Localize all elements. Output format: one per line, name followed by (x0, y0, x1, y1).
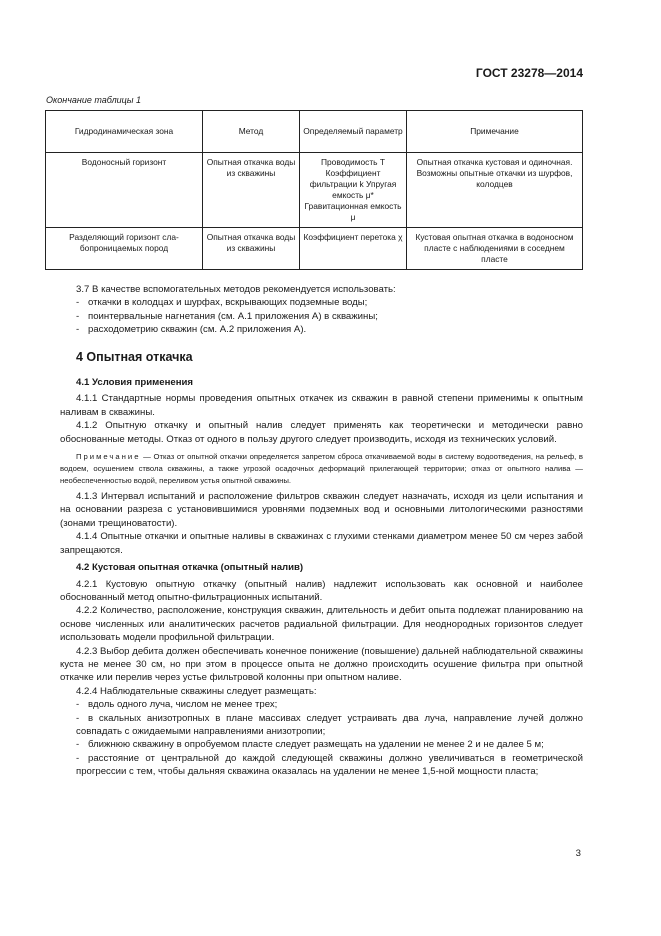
paragraph-4-1-2: 4.1.2 Опытную откачку и опытный налив следует применять как теоретически и методически равно обоснованные методы. Отказ от одного в пользу другого следует производить, исходя из технических условий. (60, 420, 583, 445)
table-row (46, 153, 583, 228)
paragraph-4-2-1: 4.2.1 Кустовую опытную откачку (опытный налив) надлежит использовать как основной и наиболее обоснованный метод опытно-фильтрационных испытаний. (60, 578, 583, 603)
list-item: - расходометрию скважин (см. А.2 приложения А). (76, 324, 307, 336)
list-item: - ближнюю скважину в опробуемом пласте следует размещать на удалении не менее 2 и не далее 5 м; (76, 739, 544, 751)
note-label: Примечание (76, 452, 141, 462)
table-caption: Окончание таблицы 1 (46, 95, 141, 105)
cell-zone: Водоносный горизонт (46, 153, 203, 228)
page-number: 3 (575, 848, 581, 859)
list-item: - откачки в колодцах и шурфах, вскрывающих подземные воды; (76, 297, 368, 309)
document-body (60, 283, 583, 779)
paragraph-3-7: 3.7 В качестве вспомогательных методов рекомендуется использовать: (76, 284, 396, 295)
standard-designation: ГОСТ 23278—2014 (475, 66, 583, 80)
subsection-heading-4-1: 4.1 Условия применения (76, 377, 193, 389)
cell-method: Опытная откачка воды из скважины (203, 228, 300, 270)
header-method: Метод (203, 111, 300, 153)
paragraph-4-1-4: 4.1.4 Опытные откачки и опытные наливы в скважинах с глухими стенками диаметром менее 50 см через забой запрещаются. (60, 531, 583, 556)
list-item: - поинтервальные нагнетания (см. А.1 приложения А) в скважины; (76, 310, 378, 322)
subsection-heading-4-2: 4.2 Кустовая опытная откачка (опытный налив) (76, 562, 304, 574)
table-row (46, 228, 583, 270)
header-zone: Гидродинамическая зона (46, 111, 203, 153)
paragraph-4-2-2: 4.2.2 Количество, расположение, конструкция скважин, длительность и дебит опыта подлежат планированию на основе численных или аналитических расчетов радиальной фильтрации. Для неоднородных горизонтов следует использовать модели профильной фильтрации. (60, 605, 583, 644)
cell-note: Опытная откачка кустовая и одиночная. Возможны опытные откачки из шурфов, колодцев (407, 153, 583, 228)
paragraph-4-1-3: 4.1.3 Интервал испытаний и расположение фильтров скважин следует назначать, исходя из цели испытания и на основании разреза с установившимися уровнями подземных вод и основными литологическими разностями (зонами трещиноватости). (60, 491, 583, 529)
cell-method: Опытная откачка воды из скважины (203, 153, 300, 228)
header-parameter: Определяемый параметр (300, 111, 407, 153)
paragraph-4-2-4: 4.2.4 Наблюдательные скважины следует размещать: (76, 685, 317, 697)
list-item: - вдоль одного луча, числом не менее трех; (76, 699, 278, 711)
cell-parameter: Проводимость T Коэффициент фильтрации k Упругая емкость μ* Гравитационная емкость μ (300, 153, 407, 228)
table-header-row (46, 111, 583, 153)
header-note: Примечание (407, 111, 583, 153)
cell-parameter: Коэффициент перетока χ (300, 228, 407, 270)
paragraph-4-1-1: 4.1.1 Стандартные нормы проведения опытных откачек из скважин в равной степени применимы к опытным наливам в скважины. (60, 393, 583, 418)
table-1 (45, 110, 583, 270)
list-item: - в скальных анизотропных в плане массивах следует устраивать два луча, направление лучей должно совпадать с ожидаемыми направлениями анизотропии; (76, 712, 583, 737)
paragraph-4-2-3: 4.2.3 Выбор дебита должен обеспечивать конечное понижение (повышение) дальней наблюдательной скважины куста не менее 30 см, но при этом в процессе опыта не должно происходить осушение фильтра при опытной откачке или перелив через устье фильтровой колонны при опытном наливе. (60, 645, 583, 684)
cell-zone: Разделяющий горизонт слабопроницаемых пород (46, 228, 203, 270)
note-text: — Отказ от опытной откачки определяется запретом сброса откачиваемой воды в систему водоотведения, на рельеф, в водоем, осушением ствола скважины, а также угрозой осадочных деформаций прилегающей территории; отказ от опытного налива — необеспеченностью водой, переливом устья опытной скважины. (60, 452, 583, 486)
list-item: - расстояние от центральной до каждой следующей скважины должно увеличиваться в геометрической прогрессии с тем, чтобы дальняя скважина оказалась на удалении не менее 1,5-ной мощности пласта; (76, 752, 583, 778)
note (60, 451, 583, 487)
cell-note: Кустовая опытная откачка в водоносном пласте с наблюдениями в соседнем пласте (407, 228, 583, 270)
section-heading-4: 4 Опытная откачка (76, 349, 193, 364)
